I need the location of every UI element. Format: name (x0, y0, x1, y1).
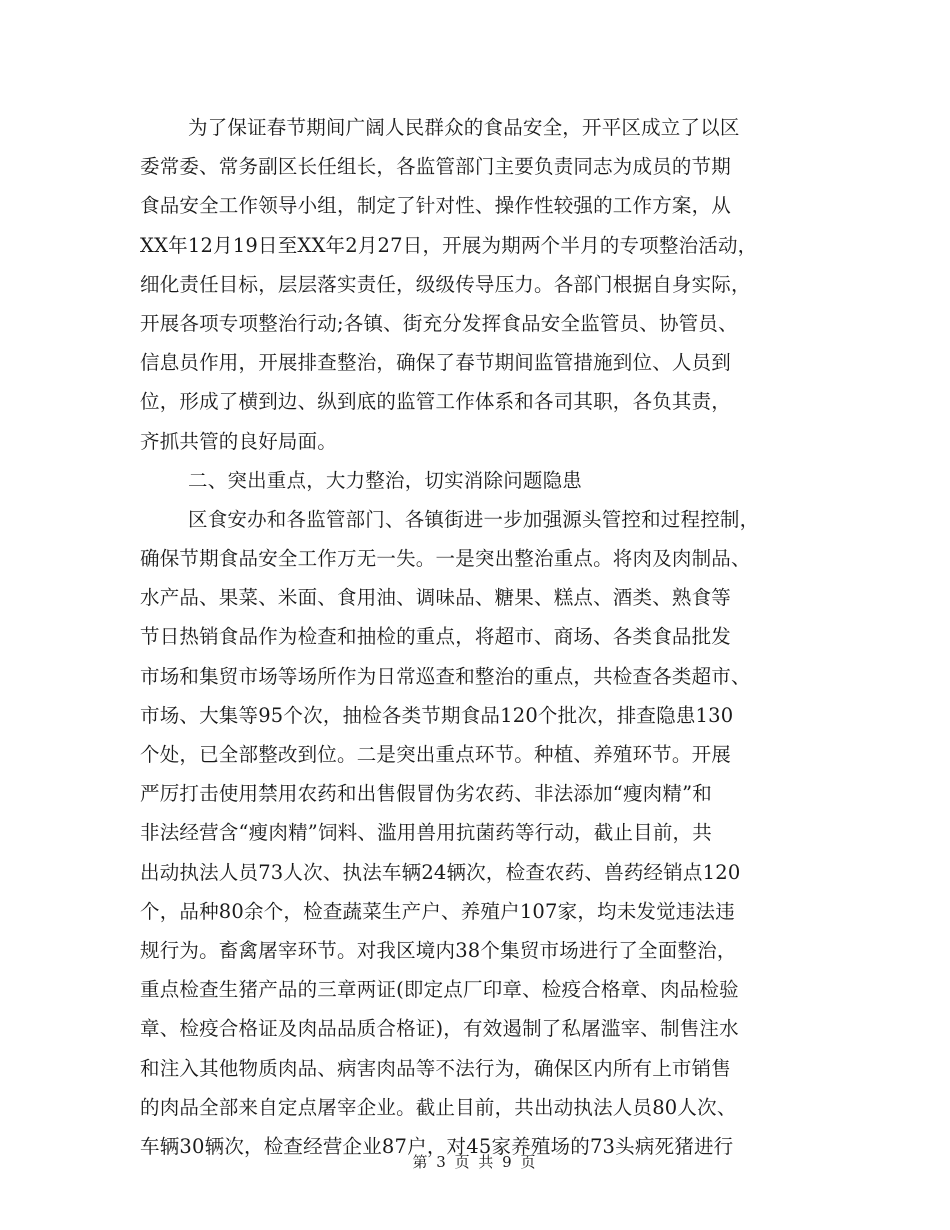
paragraph-line: 非法经营含“瘦肉精”饲料、滥用兽用抗菌药等行动，截止目前，共 (140, 821, 712, 845)
paragraph-line: 食品安全工作领导小组，制定了针对性、操作性较强的工作方案，从 (140, 194, 732, 218)
paragraph-line: 齐抓共管的良好局面。 (140, 429, 338, 453)
paragraph-line: 节日热销食品作为检查和抽检的重点，将超市、商场、各类食品批发 (140, 625, 732, 649)
paragraph-line: 严厉打击使用禁用农药和出售假冒伪劣农药、非法添加“瘦肉精”和 (140, 782, 712, 806)
paragraph-line: 重点检查生猪产品的三章两证(即定点厂印章、检疫合格章、肉品检验 (140, 978, 739, 1002)
paragraph-line: 章、检疫合格证及肉品品质合格证)，有效遏制了私屠滥宰、制售注水 (140, 1017, 739, 1041)
paragraph-line: 的肉品全部来自定点屠宰企业。截止目前，共出动执法人员80人次、 (140, 1095, 737, 1119)
paragraph-line: 信息员作用，开展排查整治，确保了春节期间监管措施到位、人员到 (140, 351, 732, 375)
paragraph-line: 细化责任目标，层层落实责任，级级传导压力。各部门根据自身实际， (140, 272, 751, 296)
paragraph-line: 位，形成了横到边、纵到底的监管工作体系和各司其职，各负其责， (140, 390, 732, 414)
section-heading: 二、突出重点，大力整治，切实消除问题隐患 (188, 468, 583, 492)
page-footer (0, 1152, 950, 1172)
paragraph-line: 委常委、常务副区长任组长，各监管部门主要负责同志为成员的节期 (140, 155, 732, 179)
paragraph-line: 水产品、果菜、米面、食用油、调味品、糖果、糕点、酒类、熟食等 (140, 586, 732, 610)
paragraph-line: 确保节期食品安全工作万无一失。一是突出整治重点。将肉及肉制品、 (140, 547, 751, 571)
paragraph-line: 车辆30辆次，检查经营企业87户，对45家养殖场的73头病死猪进行 (140, 1134, 734, 1158)
paragraph-line: 和注入其他物质肉品、病害肉品等不法行为，确保区内所有上市销售 (140, 1056, 732, 1080)
paragraph-line: XX年12月19日至XX年2月27日，开展为期两个半月的专项整治活动， (140, 233, 758, 257)
paragraph-line: 开展各项专项整治行动;各镇、街充分发挥食品安全监管员、协管员、 (140, 311, 738, 335)
body-text (140, 108, 820, 1166)
paragraph-line: 出动执法人员73人次、执法车辆24辆次，检查农药、兽药经销点120 (140, 860, 741, 884)
paragraph-line: 个处，已全部整改到位。二是突出重点环节。种植、养殖环节。开展 (140, 743, 732, 766)
page-number: 第 3 页 共 9 页 (412, 1153, 538, 1171)
paragraph-line: 规行为。畜禽屠宰环节。对我区境内38个集贸市场进行了全面整治， (140, 938, 737, 962)
paragraph-line: 个，品种80余个，检查蔬菜生产户、养殖户107家，均未发觉违法违 (140, 899, 735, 923)
paragraph-line: 区食安办和各监管部门、各镇街进一步加强源头管控和过程控制， (188, 507, 760, 531)
paragraph-line: 为了保证春节期间广阔人民群众的食品安全，开平区成立了以区 (188, 116, 740, 139)
paragraph-line: 市场和集贸市场等场所作为日常巡查和整治的重点，共检查各类超市、 (140, 664, 751, 688)
paragraph-line: 市场、大集等95个次，抽检各类节期食品120个批次，排查隐患130 (140, 703, 734, 727)
